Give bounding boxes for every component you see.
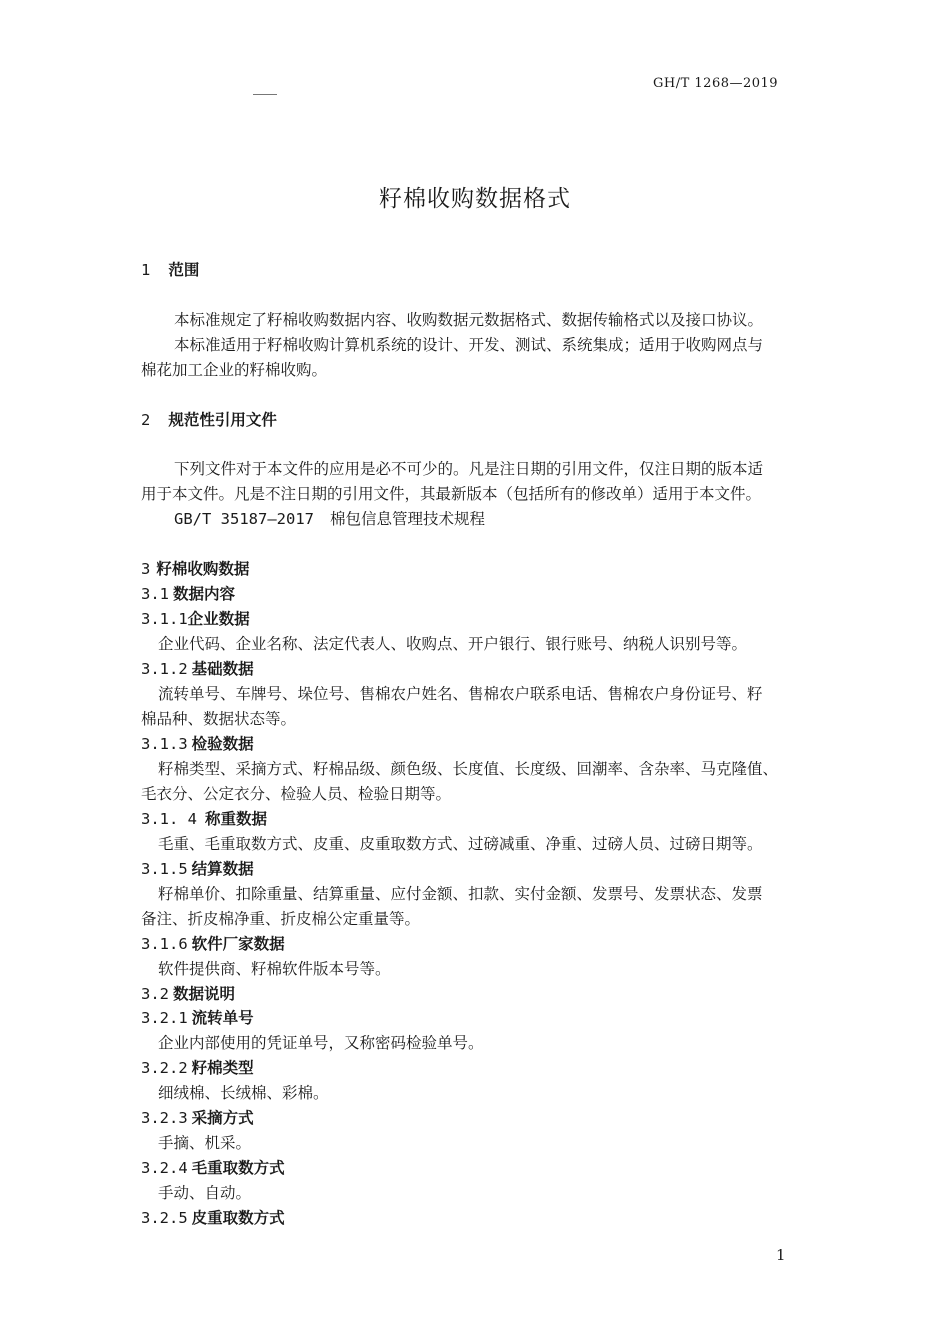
subsection-heading: 3.2.2 籽棉类型 (141, 1059, 254, 1077)
paragraph: 手动、自动。 (158, 1184, 252, 1202)
subsection-heading: 3.2.3 采摘方式 (141, 1109, 254, 1127)
subsection-heading: 3.2.1 流转单号 (141, 1009, 254, 1027)
subsection-heading: 3.1.2 基础数据 (141, 660, 254, 678)
paragraph: 细绒棉、长绒棉、彩棉。 (158, 1084, 329, 1102)
normative-reference (174, 507, 485, 529)
subsection-heading: 3.1. 4 称重数据 (141, 810, 268, 828)
paragraph: 企业内部使用的凭证单号，又称密码检验单号。 (158, 1034, 484, 1052)
header-divider (253, 94, 277, 95)
paragraph: 毛衣分、公定衣分、检验人员、检验日期等。 (141, 785, 452, 803)
subsection-heading: 3.2.5 皮重取数方式 (141, 1209, 285, 1227)
subsection-heading: 3.2.4 毛重取数方式 (141, 1159, 285, 1177)
reference-title: 棉包信息管理技术规程 (329, 510, 485, 528)
reference-code: GB/T 35187—2017 (174, 510, 314, 528)
section-2-heading (141, 408, 277, 430)
subsection-heading: 3.1.6 软件厂家数据 (141, 935, 285, 953)
subsection-heading: 3.1 数据内容 (141, 585, 236, 603)
subsection-heading: 3.1.5 结算数据 (141, 860, 254, 878)
section-3-heading (141, 557, 249, 579)
subsection-heading: 3.1.3 检验数据 (141, 735, 254, 753)
section-1-heading (141, 258, 199, 280)
subsection-heading: 3.2 数据说明 (141, 985, 236, 1003)
paragraph: 企业代码、企业名称、法定代表人、收购点、开户银行、银行账号、纳税人识别号等。 (158, 635, 748, 653)
paragraph: 下列文件对于本文件的应用是必不可少的。凡是注日期的引用文件，仅注日期的版本适 (174, 460, 764, 478)
paragraph: 毛重、毛重取数方式、皮重、皮重取数方式、过磅减重、净重、过磅人员、过磅日期等。 (158, 835, 763, 853)
paragraph: 棉品种、数据状态等。 (141, 710, 297, 728)
section-title: 规范性引用文件 (168, 411, 277, 429)
paragraph: 籽棉类型、采摘方式、籽棉品级、颜色级、长度值、长度级、回潮率、含杂率、马克隆值、 (158, 760, 779, 778)
paragraph: 籽棉单价、扣除重量、结算重量、应付金额、扣款、实付金额、发票号、发票状态、发票 (158, 885, 763, 903)
section-number: 3 (141, 560, 151, 578)
paragraph: 流转单号、车牌号、垛位号、售棉农户姓名、售棉农户联系电话、售棉农户身份证号、籽 (158, 685, 763, 703)
subsection-heading: 3.1.1企业数据 (141, 610, 250, 628)
section-number: 2 (141, 411, 151, 429)
paragraph: 用于本文件。凡是不注日期的引用文件，其最新版本（包括所有的修改单）适用于本文件。 (141, 485, 762, 503)
standard-number: GH/T 1268—2019 (653, 76, 779, 91)
paragraph: 备注、折皮棉净重、折皮棉公定重量等。 (141, 910, 421, 928)
paragraph: 软件提供商、籽棉软件版本号等。 (158, 960, 391, 978)
paragraph: 本标准规定了籽棉收购数据内容、收购数据元数据格式、数据传输格式以及接口协议。 (174, 311, 764, 329)
paragraph: 本标准适用于籽棉收购计算机系统的设计、开发、测试、系统集成；适用于收购网点与 (174, 336, 764, 354)
document-title: 籽棉收购数据格式 (379, 186, 571, 212)
section-number: 1 (141, 261, 151, 279)
section-title: 籽棉收购数据 (156, 560, 250, 578)
paragraph: 棉花加工企业的籽棉收购。 (141, 361, 328, 379)
page-number: 1 (776, 1246, 786, 1264)
paragraph: 手摘、机采。 (158, 1134, 252, 1152)
section-title: 范围 (168, 261, 200, 279)
